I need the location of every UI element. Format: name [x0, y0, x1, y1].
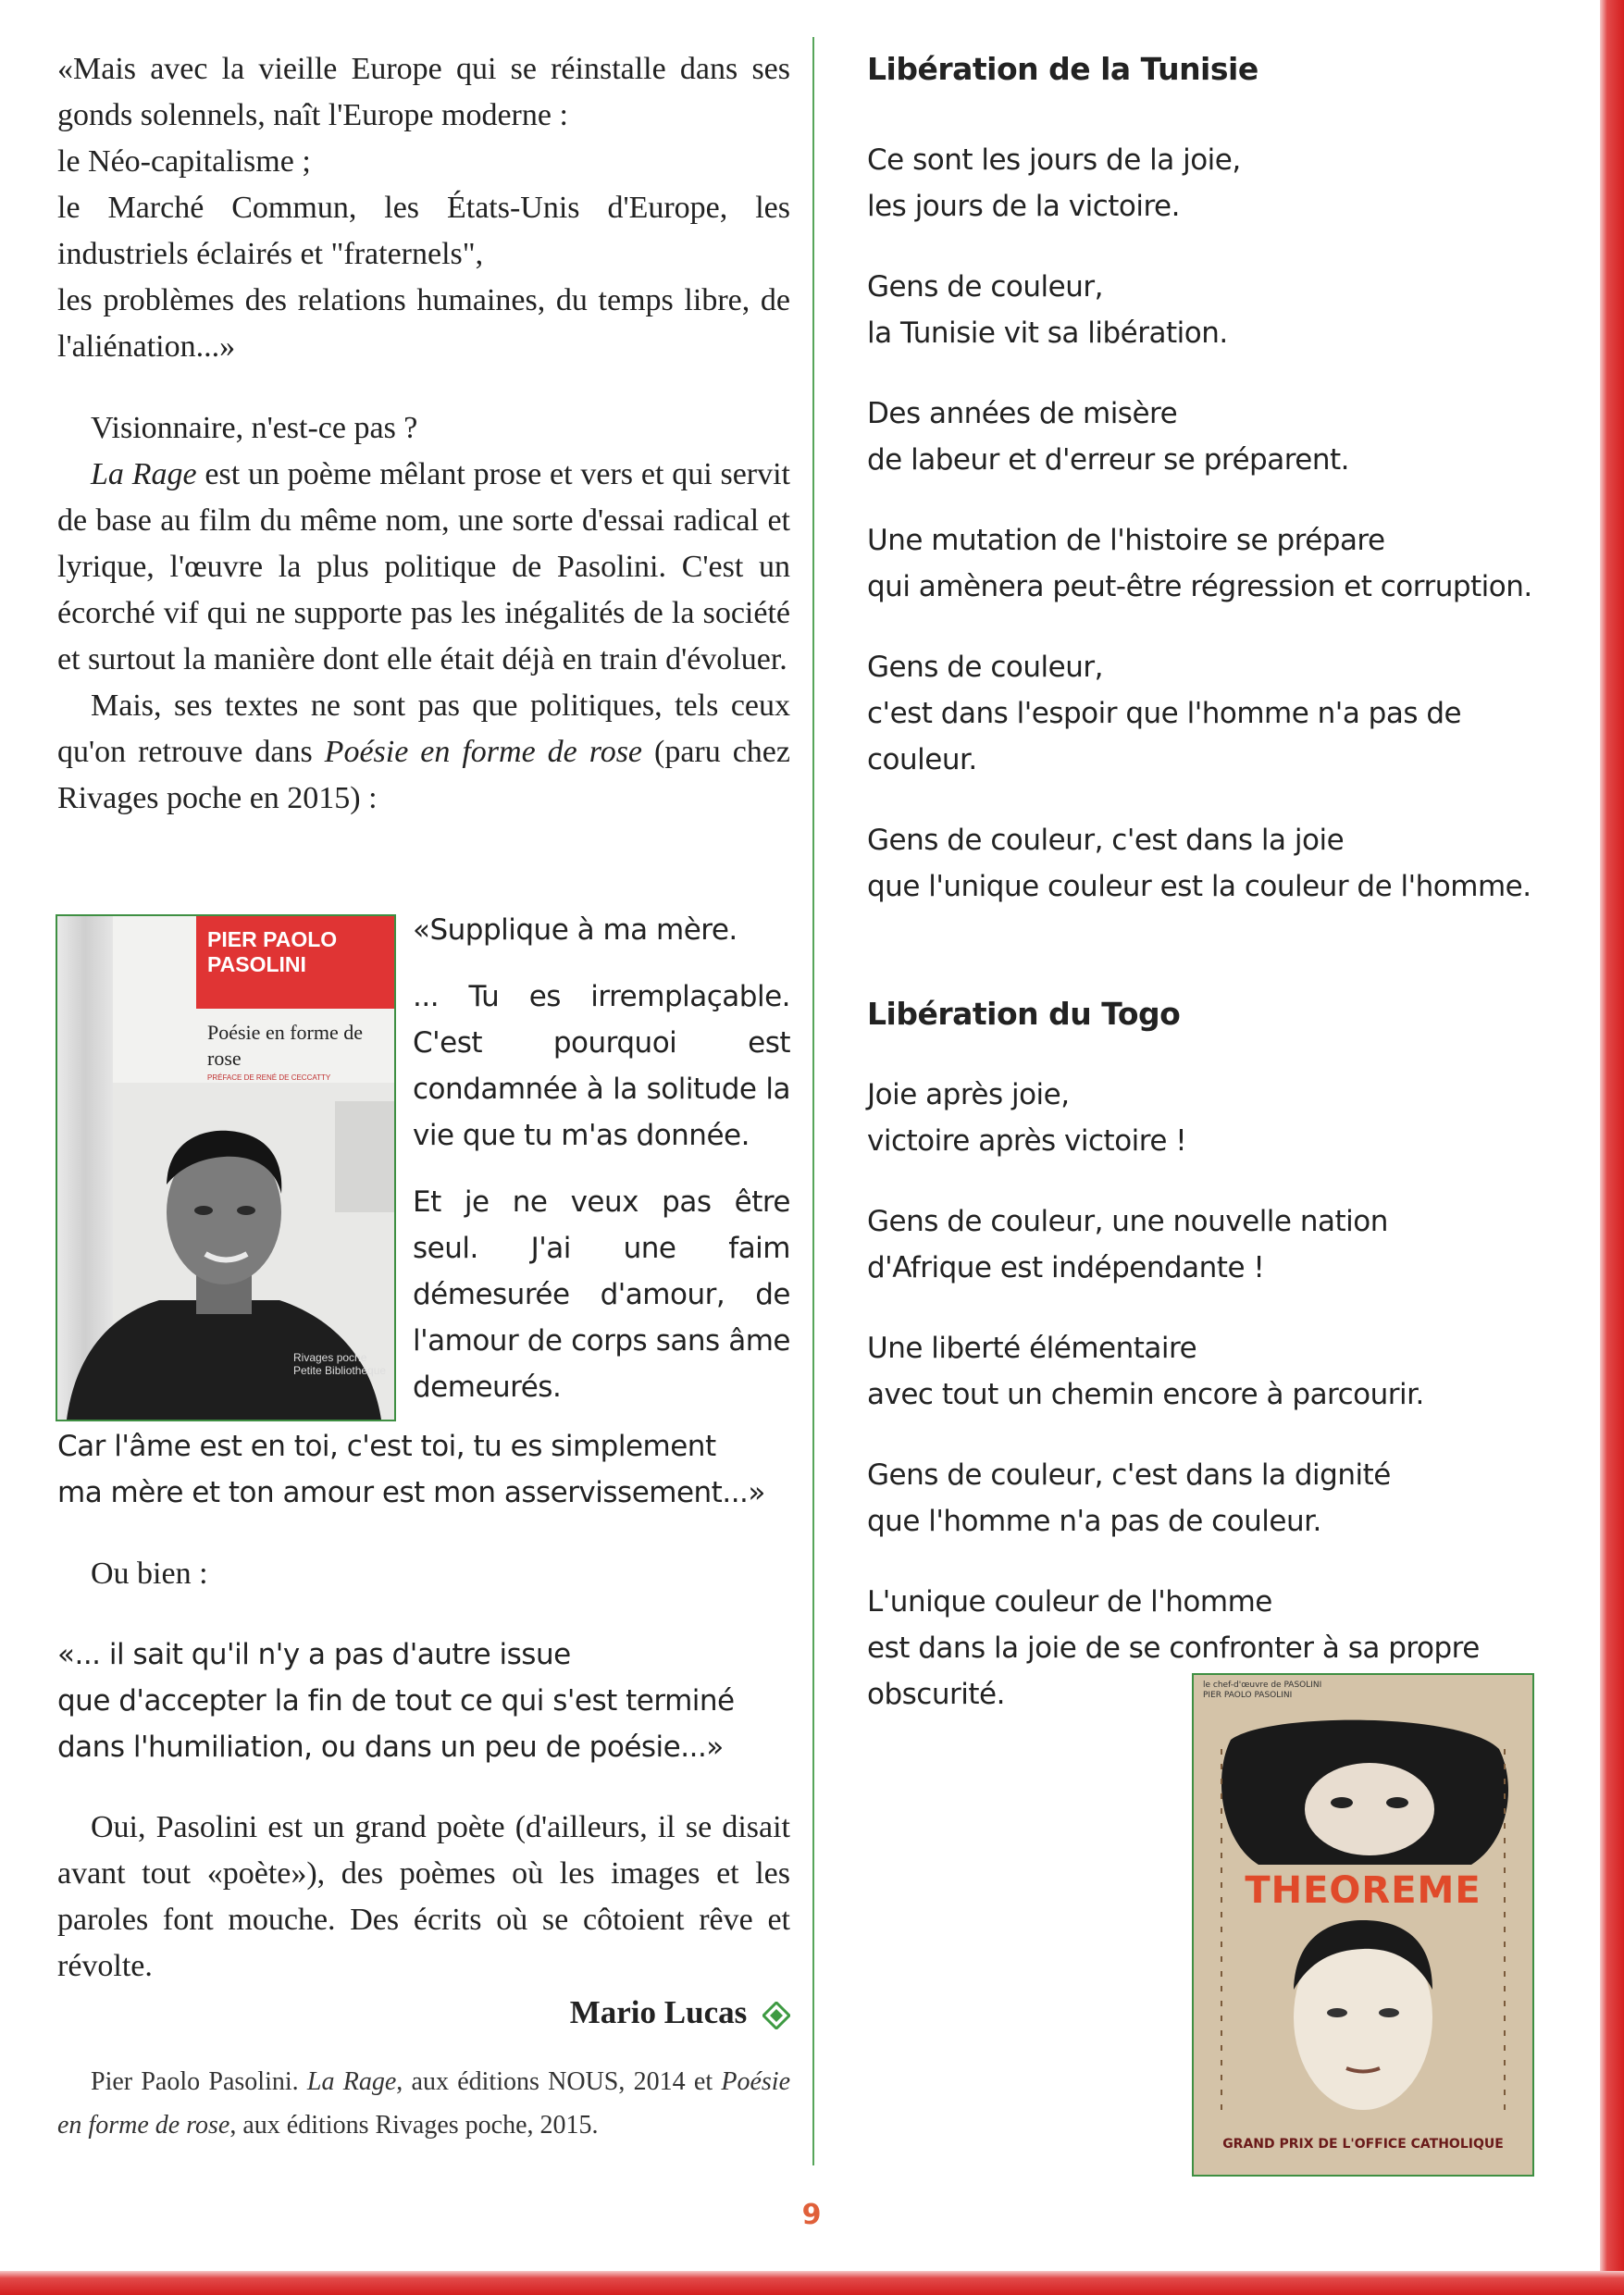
- poster-faces: [1194, 1712, 1532, 2138]
- poem-line: Ce sont les jours de la joie,: [867, 143, 1241, 177]
- poem-line: les jours de la victoire.: [867, 190, 1180, 223]
- book-title: Poésie en forme de rose: [324, 735, 643, 769]
- closing: [57, 1805, 790, 2147]
- note-title: Poésie en forme de rose: [57, 2067, 791, 2140]
- poem-line: Des années de misère: [867, 397, 1178, 430]
- poem-line: que l'unique couleur est la couleur de l'homme.: [867, 870, 1531, 903]
- note-text: Pier Paolo Pasolini.: [91, 2067, 307, 2096]
- poem-line: Gens de couleur,: [867, 270, 1103, 304]
- poem-title: Libération de la Tunisie: [867, 51, 1258, 87]
- poem-line: L'unique couleur de l'homme: [867, 1585, 1272, 1619]
- paragraph-text: Mais, ses textes ne sont pas que politiques, tels ceux qu'on retrouve dans: [57, 688, 790, 769]
- paragraph: Oui, Pasolini est un grand poète (d'ailleurs, il se disait avant tout «poète»), des poèmes où les images et les paroles font mouche. Des écrits où se côtoient rêve et révolte.: [57, 1810, 790, 1983]
- poem1-stanza: [867, 517, 1533, 610]
- poem-line: obscurité.: [867, 1678, 1005, 1711]
- quote2: [413, 907, 790, 1410]
- poem-line: Gens de couleur,: [867, 651, 1103, 684]
- film-poster-theoreme: [1192, 1673, 1534, 2177]
- poem-line: Une liberté élémentaire: [867, 1332, 1197, 1365]
- bibliography-note: [57, 2060, 790, 2147]
- signature: [57, 1990, 790, 2036]
- paragraph: Visionnaire, n'est-ce pas ?: [91, 411, 418, 445]
- column-divider: [812, 37, 814, 2165]
- note-text: , aux éditions Rivages poche, 2015.: [229, 2111, 599, 2140]
- poem-line: avec tout un chemin encore à parcourir.: [867, 1378, 1424, 1411]
- book-cover-poesie: [56, 914, 396, 1421]
- poem-line: Gens de couleur, une nouvelle nation: [867, 1205, 1388, 1238]
- quote2-line: ma mère et ton amour est mon asservissement...»: [57, 1476, 765, 1509]
- poem-line: Gens de couleur, c'est dans la joie: [867, 824, 1345, 857]
- right-column: [867, 46, 1533, 1718]
- poem-title: Libération du Togo: [867, 996, 1181, 1032]
- quote3-line: «... il sait qu'il n'y a pas d'autre issue: [57, 1638, 571, 1671]
- poem1-stanza: [867, 137, 1533, 230]
- poem-line: qui amènera peut-être régression et corruption.: [867, 570, 1532, 603]
- paragraph-text: est un poème mêlant prose et vers et qui servit de base au film du même nom, une sorte d'essai radical et lyrique, l'œuvre la plus politique de Pasolini. C'est un écorché vif qui ne supporte pas les inégalités de la société et surtout la manière dont elle était déjà en train d'évoluer.: [57, 457, 790, 676]
- poem1-stanza: [867, 391, 1533, 483]
- poster-title: THEOREME: [1245, 1869, 1481, 1912]
- poem1-stanza: [867, 264, 1533, 356]
- red-frame-right: [1600, 0, 1624, 2295]
- poem2-stanza: [867, 1198, 1533, 1291]
- poster-director: PIER PAOLO PASOLINI: [1203, 1691, 1293, 1700]
- diamond-icon: [762, 2002, 790, 2029]
- poster-bottom-text: GRAND PRIX DE L'OFFICE CATHOLIQUE: [1222, 2137, 1504, 2152]
- paragraph: [57, 452, 790, 683]
- poem-line: victoire après victoire !: [867, 1124, 1187, 1158]
- poem1-stanza: [867, 817, 1533, 910]
- note-title: La Rage: [306, 2067, 397, 2096]
- cover-title: Poésie en forme de rose: [207, 1021, 363, 1070]
- paragraph: [57, 683, 790, 822]
- page-number: 9: [801, 2199, 822, 2231]
- book-title: La Rage: [91, 457, 197, 491]
- poem-line: est dans la joie de se confronter à sa propre: [867, 1631, 1480, 1665]
- poem2-stanza: [867, 1072, 1533, 1164]
- author-name: Mario Lucas: [569, 1994, 748, 2030]
- quote2-line: Car l'âme est en toi, c'est toi, tu es simplement: [57, 1430, 716, 1463]
- quote1-line: les problèmes des relations humaines, du temps libre, de l'aliénation...»: [57, 283, 790, 364]
- cover-author: PIER PAOLO PASOLINI: [207, 927, 338, 976]
- poem2-stanza: [867, 1452, 1533, 1544]
- quote3-line: dans l'humiliation, ou dans un peu de poésie...»: [57, 1731, 724, 1764]
- poem-line: Joie après joie,: [867, 1078, 1070, 1111]
- poem2-stanza: [867, 1325, 1533, 1418]
- quote2-end: [57, 1423, 790, 1516]
- poem1-stanza: [867, 644, 1533, 783]
- poster-top-text: [1203, 1681, 1523, 1701]
- quote2-line: Et je ne veux pas être seul. J'ai une faim démesurée d'amour, de l'amour de corps sans âme demeurés.: [413, 1185, 790, 1404]
- left-column: [57, 46, 790, 822]
- poem-line: que l'homme n'a pas de couleur.: [867, 1505, 1321, 1538]
- quote3-line: que d'accepter la fin de tout ce qui s'est terminé: [57, 1684, 735, 1718]
- cover-preface: PRÉFACE DE RENÉ DE CECCATTY: [207, 1073, 331, 1082]
- paragraph: Ou bien :: [91, 1557, 208, 1591]
- left-lower: [57, 1551, 790, 1597]
- cover-publisher: Rivages poche Petite Bibliothèque: [293, 1351, 387, 1377]
- quote3: [57, 1631, 790, 1770]
- poem-line: c'est dans l'espoir que l'homme n'a pas de couleur.: [867, 697, 1462, 776]
- quote1-line: «Mais avec la vieille Europe qui se réinstalle dans ses gonds solennels, naît l'Europe moderne :: [57, 52, 790, 132]
- poster-tagline: le chef-d'œuvre de PASOLINI: [1203, 1681, 1322, 1690]
- note-text: , aux éditions NOUS, 2014 et: [396, 2067, 722, 2096]
- quote2-line: ... Tu es irremplaçable. C'est pourquoi est condamnée à la solitude la vie que tu m'as donnée.: [413, 980, 790, 1152]
- poem-line: d'Afrique est indépendante !: [867, 1251, 1265, 1284]
- paragraph-text: (paru chez Rivages poche en 2015) :: [57, 735, 790, 815]
- poem-line: de labeur et d'erreur se préparent.: [867, 443, 1350, 477]
- poem-line: Gens de couleur, c'est dans la dignité: [867, 1458, 1391, 1492]
- poem-line: la Tunisie vit sa libération.: [867, 316, 1228, 350]
- quote1-line: le Marché Commun, les États-Unis d'Europe, les industriels éclairés et "fraternels",: [57, 191, 790, 271]
- quote2-line: «Supplique à ma mère.: [413, 913, 738, 947]
- quote1-line: le Néo-capitalisme ;: [57, 144, 311, 179]
- poem-line: Une mutation de l'histoire se prépare: [867, 524, 1385, 557]
- red-frame-bottom: [0, 2271, 1624, 2295]
